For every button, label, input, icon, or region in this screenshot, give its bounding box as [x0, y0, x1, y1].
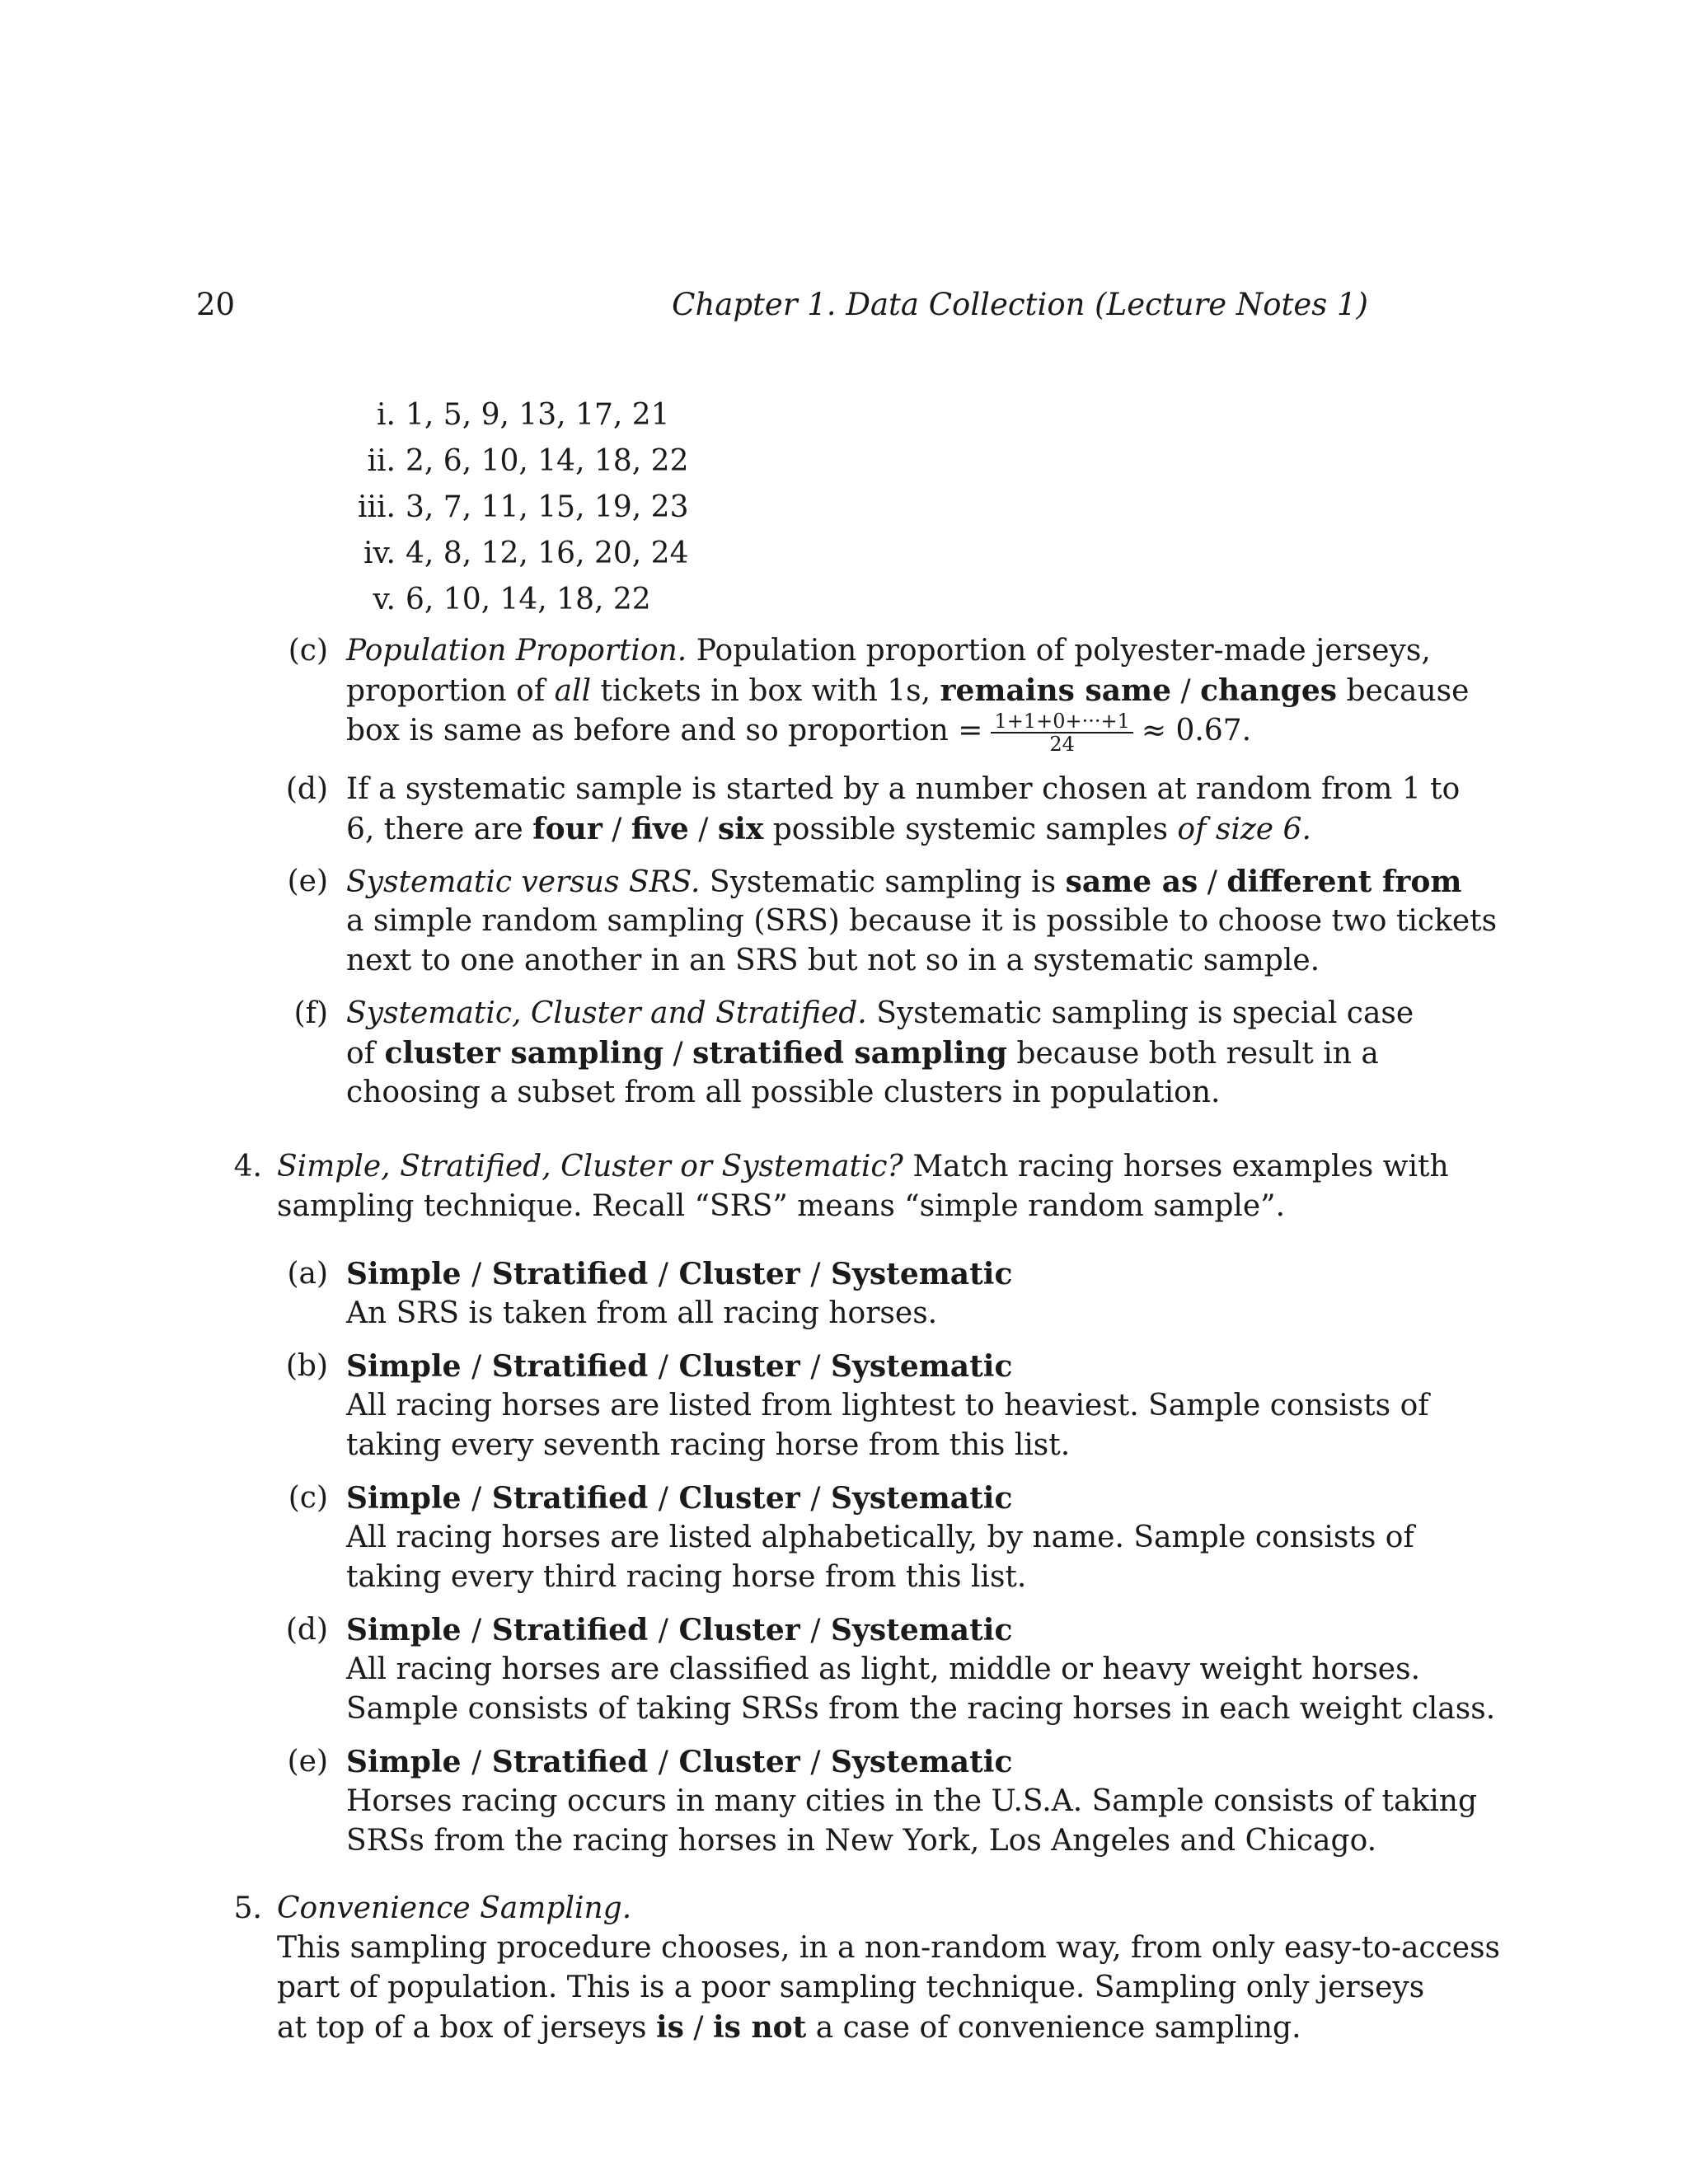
list-item: 4, 8, 12, 16, 20, 24	[406, 537, 689, 570]
text-line: Population Proportion. Population proportion of polyester-made jerseys,	[346, 634, 1431, 668]
text-line: All racing horses are listed from lightest to heaviest. Sample consists of	[346, 1389, 1429, 1422]
list-item-label: ii.	[367, 444, 396, 478]
list-item-label: i.	[377, 398, 396, 432]
text-line: SRSs from the racing horses in New York, Los Angeles and Chicago.	[346, 1824, 1377, 1858]
text-line: sampling technique. Recall “SRS” means “simple random sample”.	[277, 1189, 1286, 1223]
item-label: (e)	[287, 1745, 328, 1779]
text-line: a simple random sampling (SRS) because it is possible to choose two tickets	[346, 904, 1498, 938]
running-head: Chapter 1. Data Collection (Lecture Notes 1)	[672, 287, 1368, 322]
text-line: of cluster sampling / stratified sampling because both result in a	[346, 1036, 1379, 1071]
item-label: (b)	[285, 1349, 328, 1383]
text-line: All racing horses are listed alphabetically, by name. Sample consists of	[346, 1521, 1414, 1554]
text-line: This sampling procedure chooses, in a non-random way, from only easy-to-access	[277, 1931, 1501, 1965]
item-label: (c)	[288, 1481, 328, 1515]
item-label: (d)	[285, 1613, 328, 1647]
list-item-label: iii.	[358, 490, 396, 524]
text-line: Sample consists of taking SRSs from the racing horses in each weight class.	[346, 1692, 1496, 1726]
text-line: 6, there are four / five / six possible systemic samples of size 6.	[346, 812, 1311, 846]
text-line: Simple, Stratified, Cluster or Systematic? Match racing horses examples with	[277, 1150, 1449, 1183]
text-line: Systematic, Cluster and Stratified. Systematic sampling is special case	[346, 996, 1414, 1030]
text-line: box is same as before and so proportion = $\frac{1+1+0+\cdot\cdot\cdot+1}{24}$ ≈ 0.67.	[346, 710, 1252, 756]
text-line: taking every third racing horse from this list.	[346, 1560, 1027, 1594]
list-item-label: v.	[373, 583, 396, 616]
question-title: Convenience Sampling.	[277, 1891, 632, 1925]
page-number: 20	[196, 287, 236, 322]
choice-options: Simple / Stratified / Cluster / Systematic	[346, 1481, 1013, 1516]
item-label: (a)	[287, 1257, 328, 1291]
item-label: (f)	[293, 996, 328, 1030]
fraction: $\frac{1+1+0+\cdot\cdot\cdot+1}{24}$	[991, 710, 1132, 755]
text-line: part of population. This is a poor sampling technique. Sampling only jerseys	[277, 1971, 1425, 2004]
question-number: 5.	[233, 1891, 262, 1925]
list-item: 3, 7, 11, 15, 19, 23	[406, 490, 689, 524]
text-line: proportion of all tickets in box with 1s, remains same / changes because	[346, 673, 1470, 708]
list-item-label: iv.	[363, 537, 396, 570]
item-label: (d)	[285, 772, 328, 806]
text-line: If a systematic sample is started by a number chosen at random from 1 to	[346, 772, 1461, 806]
text-line: Systematic versus SRS. Systematic sampling is same as / different from	[346, 865, 1462, 899]
list-item: 1, 5, 9, 13, 17, 21	[406, 398, 670, 432]
text-line: An SRS is taken from all racing horses.	[346, 1296, 938, 1330]
text-line: taking every seventh racing horse from this list.	[346, 1428, 1071, 1462]
text-line: All racing horses are classified as light, middle or heavy weight horses.	[346, 1652, 1421, 1686]
choice-options: Simple / Stratified / Cluster / Systematic	[346, 1349, 1013, 1384]
list-item: 2, 6, 10, 14, 18, 22	[406, 444, 689, 478]
choice-options: Simple / Stratified / Cluster / Systematic	[346, 1613, 1013, 1647]
text-line: at top of a box of jerseys is / is not a case of convenience sampling.	[277, 2010, 1301, 2045]
list-item: 6, 10, 14, 18, 22	[406, 583, 651, 616]
text-line: Horses racing occurs in many cities in the U.S.A. Sample consists of taking	[346, 1784, 1477, 1818]
item-label: (e)	[287, 865, 328, 898]
text-line: choosing a subset from all possible clusters in population.	[346, 1076, 1221, 1109]
text-line: next to one another in an SRS but not so in a systematic sample.	[346, 944, 1320, 977]
choice-options: Simple / Stratified / Cluster / Systematic	[346, 1745, 1013, 1779]
question-number: 4.	[233, 1150, 262, 1183]
item-label: (c)	[288, 634, 328, 668]
choice-options: Simple / Stratified / Cluster / Systematic	[346, 1257, 1013, 1291]
